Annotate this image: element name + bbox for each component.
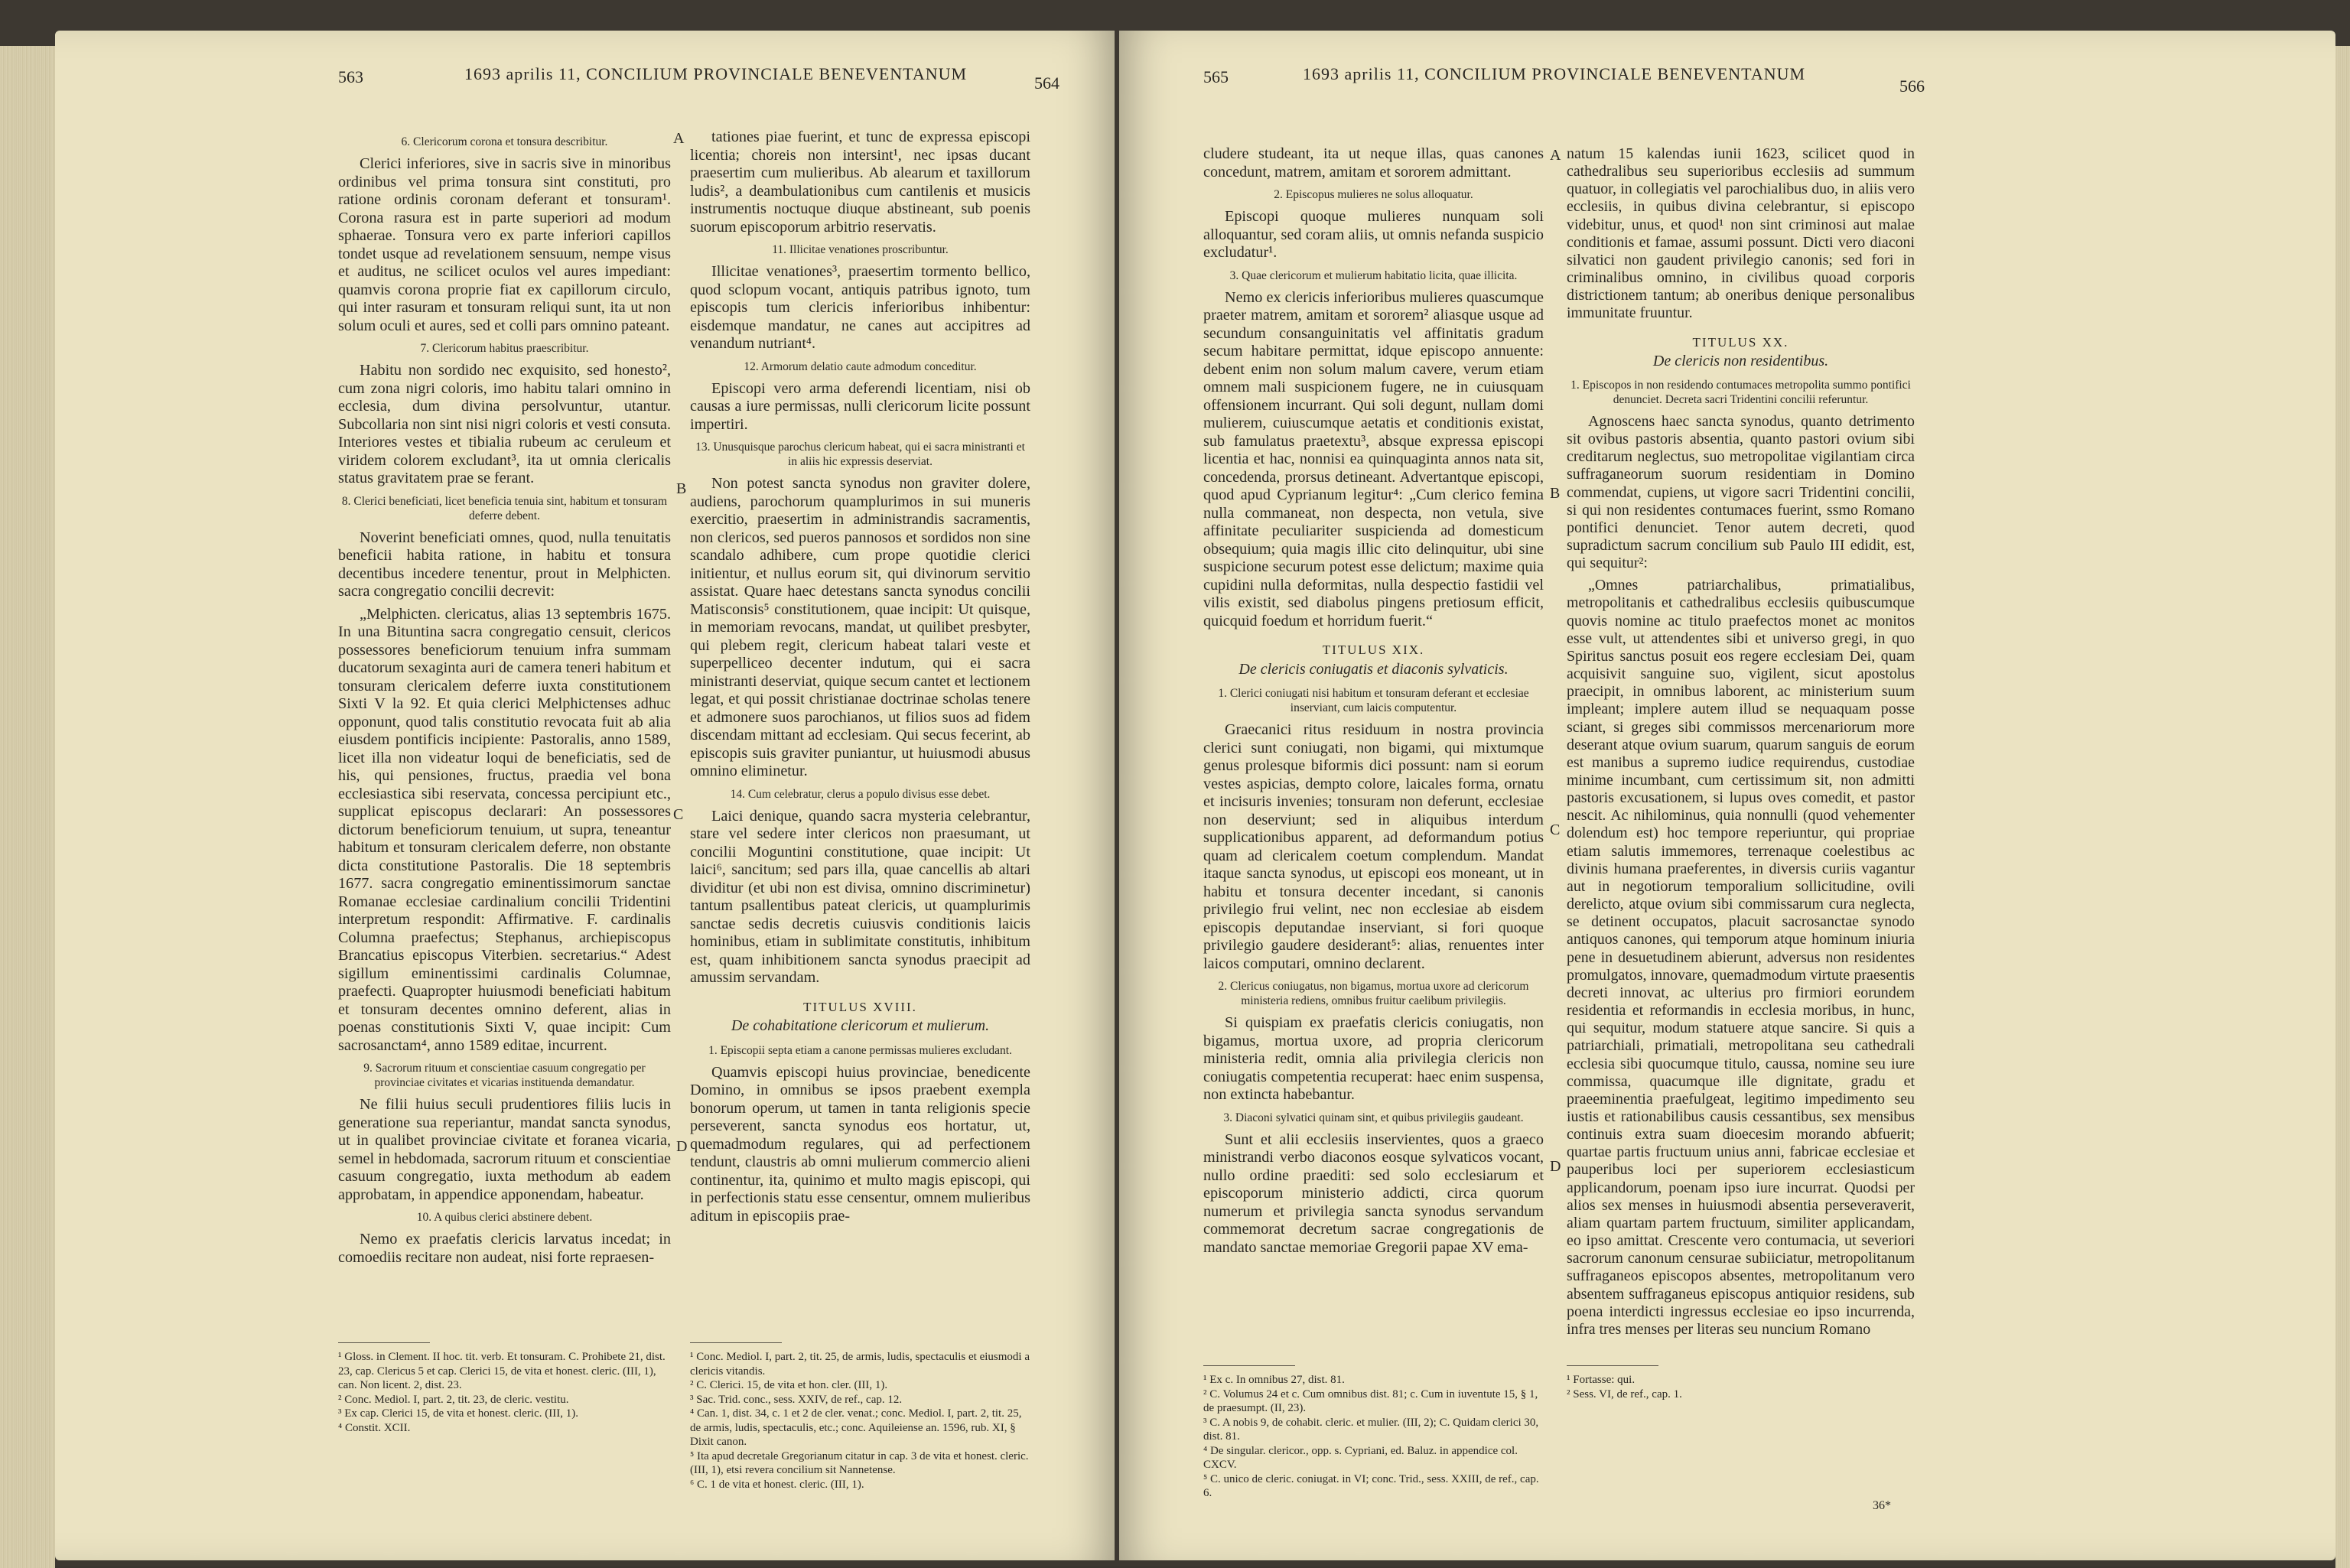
paragraph: Sunt et alii ecclesiis inservientes, quos a graeco ministrandi verbo diaconos eosque sylvaticos vocant, nullo ordine praediti: sed solo ecclesiarum et episcoporum ministerio addicti, circa quorum numerum et privilegia sancta synodus servandum commemorat decretum sacrae congregationis de mandato sanctae memoriae Gregorii papae XV ema- [1203,1130,1544,1256]
footnote-rule-left-1 [338,1342,430,1343]
title-heading: TITULUS XX. [1692,334,1789,350]
section-heading: 2. Episcopus mulieres ne solus alloquatur. [1274,188,1473,201]
page-number-566: 566 [1899,76,1925,96]
paragraph: Si quispiam ex praefatis clericis coniugatis, non bigamus, mortua uxore, ad propria clericorum ministeria redit, omnia alia privilegia clericis non coniugatis competentia recuperat: haec enim suspensa, non extincta habebantur. [1203,1014,1544,1103]
left-page-footnotes-1 [338,1350,671,1435]
paragraph: Quamvis episcopi huius provinciae, benedicente Domino, in omnibus se ipsos praebent exempla bonorum operum, ut tamen in tanta religionis specie perseverent, sancta synodus eos hortatur, ut, quemadmodum regulares, qui ad perfectionem tendunt, claustris ab omni mulierum commercio alieni continentur, ita, quinimo et multo magis episcopi, qui in perfectionis statu esse censentur, omnem mulieribus aditum in episcopiis prae- [690,1063,1030,1225]
footnote-rule-right-2 [1567,1365,1658,1366]
footnote: ¹ Gloss. in Clement. II hoc. tit. verb. Et tonsuram. C. Prohibete 21, dist. 23, cap. Clericus 5 et cap. Clerici 15, de vita et honest. cleric. (III, 1), can. Non licent. 2, dist. 23. [338,1351,666,1391]
section-heading: 1. Clerici coniugati nisi habitum et tonsuram deferant et ecclesiae inserviant, cum laicis computentur. [1218,687,1529,714]
paragraph: natum 15 kalendas iunii 1623, scilicet quod in cathedralibus seu superioribus ecclesiis ad summum quatuor, in collegiatis vel parochialibus duo, in aliis vero ecclesiis, in quibus divina celebrantur, si episcopo videbitur, unus, et quod¹ non sint criminosi aut malae conditionis et famae, assumi possunt. Dicti vero diaconi silvatici non gaudent privilegio canonis; sed fori in criminalibus omnino, in civilibus quoad corporis districtionem tantum; ab oneribus denique personalibus immunitate fruuntur. [1567,145,1915,322]
margin-marker-a: A [673,130,685,147]
paragraph: cludere studeant, ita ut neque illas, quas canones concedunt, matrem, amitam et sororem admittant. [1203,145,1544,181]
section-heading: 3. Quae clericorum et mulierum habitatio licita, quae illicita. [1229,268,1518,282]
title-subheading: De cohabitatione clericorum et mulierum. [731,1017,990,1034]
section-heading: 1. Episcopii septa etiam a canone permissas mulieres excludant. [708,1043,1012,1057]
footnote: ² C. Clerici. 15, de vita et hon. cler. (III, 1). [690,1379,888,1391]
left-page [55,31,1115,1560]
footnote: ⁶ C. 1 de vita et honest. cleric. (III, 1). [690,1478,864,1491]
section-heading: 3. Diaconi sylvatici quinam sint, et quibus privilegiis gaudeant. [1223,1111,1524,1124]
paragraph: Nemo ex clericis inferioribus mulieres quascumque praeter matrem, amitam et sororem² aliasque usque ad secundum consanguinitatis vel affinitatis gradum secum habitare permittat, idque episcopo annuente: debent enim non solum malum cavere, verum etiam omnem mali suspicionem fugere, ne in cuiusquam offensionem incurrant. Qui soli degunt, nullam domi mulierem, cuiuscumque aetatis et conditionis existat, sub famulatus praetextu³, absque expressa episcopi licentia et hac, nonnisi ea quinquaginta annos nata sit, concedenda, prorsus detineant. Advertantque episcopi, quod apud Cyprianum legitur⁴: „Cum clerico femina nulla commaneat, non despecta, non vetula, sive affinitate peculiariter suspicienda ad domesticum obsequium; quia magis illic cito delinquitur, ubi sine suspicione securum potest esse delictum; maxime quia cupidini nulla deformitas, nulla despectio fastidii vel vilis existit, sed diabolus pingens pretiosum efficit, quicquid foedum et horridum fuerit.“ [1203,288,1544,629]
footnote: ⁴ De singular. clericor., opp. s. Cypriani, ed. Baluz. in appendice col. CXCV. [1203,1444,1518,1471]
margin-marker-d: D [1550,1158,1561,1175]
page-edges-left [0,46,55,1568]
right-page-column-1 [1203,145,1544,1261]
footnote-rule-right-1 [1203,1365,1295,1366]
title-heading: TITULUS XVIII. [803,999,917,1014]
paragraph: Episcopi quoque mulieres nunquam soli alloquantur, sed coram aliis, ut omnis nefanda suspicio excludatur¹. [1203,208,1544,261]
footnote: ⁵ C. unico de cleric. coniugat. in VI; conc. Trid., sess. XXIII, de ref., cap. 6. [1203,1472,1539,1499]
section-heading: 12. Armorum delatio caute admodum conceditur. [744,359,977,373]
title-subheading: De clericis coniugatis et diaconis sylvaticis. [1238,660,1509,678]
footnote: ² Conc. Mediol. I, part. 2, tit. 23, de cleric. vestitu. [338,1393,569,1406]
paragraph: Laici denique, quando sacra mysteria celebrantur, stare vel sedere inter clericos non praesumant, ut concilii Moguntini constitutione, quae incipit: Ut laici⁶, sancitum; sed pars illa, quae cancellis ab altari dividitur (et ubi non est divisa, omnino discriminetur) tantum psallentibus pateat clericis, ut quamplurimis sanctae sedis decretis cuiusvis conditionis laicis hominibus, etiam in sublimitate constitutis, inhibitum est, quam inhibitionem sancta synodus praecipit ad amussim servandam. [690,807,1030,986]
right-page-column-2 [1567,145,1915,1343]
right-page [1119,31,2335,1560]
paragraph: „Omnes patriarchalibus, primatialibus, metropolitanis et cathedralibus ecclesiis quibuscumque quovis nomine ac titulo praefectos monet ac monitos esse vult, ut attendentes sibi et universo gregi, in quo Spiritus sanctus posuit eos regere ecclesiam Dei, quam acquisivit sanguine suo, vigilent, sicut apostolus praecipit, in omnibus laborent, ac ministerium suum impleant; implere autem illud se nequaquam posse sciant, si greges sibi commissos mercenariorum more deserant atque ovium suarum, quarum sanguis de eorum est manibus a supremo iudice requirendus, custodiae minime incumbant, cum certissimum sit, non admitti pastoris excusationem, si lupus oves comedit, et pastor nescit. Ac nihilominus, quia nonnulli (quod vehementer dolendum est) hoc tempore reperiuntur, qui propriae etiam salutis immemores, terrenaque coelestibus ac divinis humana praeferentes, in diversis curiis vagantur aut in negotiorum temporalium sollicitudine, ovili derelicto, atque ovium sibi commissarum cura neglecta, se detinent occupatos, placuit sacrosanctae synodo antiquos canones, qui temporum atque hominum iniuria pene in desuetudinem abierunt, adversus non residentes promulgatos, innovare, quemadmodum virtute praesentis decreti innovat, ac ulterius pro firmiori eorundem residentia et reformandis in ecclesia moribus, in hunc, qui sequitur, modum statuere atque sancire. Si quis a patriarchiali, primatiali, metropolitana seu cathedrali ecclesia sibi quocumque titulo, caussa, nomine seu iure commissa, quacumque ille dignitate, gradu et praeeminentia praefulgeat, legitimo impedimento seu iustis et rationabilibus causis cessantibus, sex mensibus continuis extra suam dioecesim morando abfuerit; quartae partis fructuum unius anni, fabricae ecclesiae et pauperibus loci per superiorem ecclesiasticum applicandorum, poenam ipso iure incurrat. Quodsi per alios sex menses in huiusmodi absentia perseveraverit, aliam quartam partem fructuum, similiter applicandam, eo ipso amittat. Crescente vero contumacia, ut severiori sacrorum canonum censurae subiiciatur, metropolitanum suffraganeos episcopos absentes, metropolitanum vero absentem suffraganeus episcopus antiquior residens, sub poena interdicti ingressus ecclesiae eo ipso incurrenda, infra tres menses per literas seu nuncium Romano [1567,577,1915,1338]
right-page-footnotes-1 [1203,1373,1544,1501]
paragraph: Non potest sancta synodus non graviter dolere, audiens, parochorum quamplurimos in sui muneris exercitio, praesertim in administrandis sacramentis, non clericos, sed pueros pannosos et sordidos non sine scandalo adhibere, cum prope quotidie clerici initientur, et nullus eorum sit, qui divinorum servitio assistat. Quare haec detestans sancta synodus concilii Matisconsis⁵ constitutionem, quae incipit: Ut quisque, in memoriam revocans, mandat, ut quilibet presbyter, qui plebem regit, clericum habeat talari veste et superpelliceo decenter indutum, qui ei sacra ministranti deserviat, quique secum cantet et lectionem legat, et qui possit christianae doctrinae scholas tenere et admonere suos parochianos, ut filios suos ad fidem discendam mittant ad ecclesiam. Qui secus fecerint, ab episcopis suis graviter puniantur, ut huiusmodi abusus omnino eliminetur. [690,475,1030,779]
footnote: ³ C. A nobis 9, de cohabit. cleric. et mulier. (III, 2); C. Quidam clerici 30, dist. 81. [1203,1416,1539,1443]
paragraph: Agnoscens haec sancta synodus, quanto detrimento sit ovibus pastoris absentia, quanto pastori ovium sibi creditarum neglectus, suo metropolitae vigilantiam circa suffraganeorum suorum residentiam in Domino commendat, cupiens, ut vigore sacri Tridentini concilii, si qui non residentes contumaces fuerint, ssmo Romano pontifici denunciet. Tenor autem decreti, quod supradictum sacrum concilium sub Paulo III edidit, est, qui sequitur²: [1567,412,1915,572]
left-page-column-2 [690,128,1030,1230]
footnote: ⁴ Constit. XCII. [338,1421,411,1434]
section-heading: 6. Clericorum corona et tonsura describitur. [401,135,608,148]
footnote: ³ Ex cap. Clerici 15, de vita et honest. cleric. (III, 1). [338,1407,578,1420]
paragraph: Nemo ex praefatis clericis larvatus incedat; in comoediis recitare non audeat, nisi forte repraesen- [338,1231,671,1266]
margin-marker-b: B [676,480,687,497]
section-heading: 10. A quibus clerici abstinere debent. [416,1211,593,1224]
margin-marker-c: C [1550,821,1561,838]
page-number-563: 563 [338,67,363,86]
paragraph: Graecanici ritus residuum in nostra provincia clerici sunt coniugati, non bigami, qui mixtumque genus prolesque biformis dici possunt: nam si eorum vestes aspicias, dempto colore, laicales forma, ornatu et incisuris invenies; tonsuram non deferunt, ecclesiae non deserviunt; sed in aliquibus interdum supplicationibus apparent, ad deformandum potius quam ad clericalem coetum complendum. Mandat itaque sancta synodus, ut episcopi eos moneant, ut in habitu et tonsura decenter incedant, si canonis privilegio frui velint, nec non ecclesiae ab eisdem episcopis deputandae inserviant, si fori quoque privilegio gaudere desiderant⁵: alias, renuentes inter laicos computari, omnino declarent. [1203,721,1544,972]
footnote: ³ Sac. Trid. conc., sess. XXIV, de ref., cap. 12. [690,1393,903,1406]
section-heading: 14. Cum celebratur, clerus a populo divisus esse debet. [730,787,991,801]
section-heading: 8. Clerici beneficiati, licet beneficia tenuia sint, habitum et tonsuram deferre debent. [341,494,668,522]
section-heading: 7. Clericorum habitus praescribitur. [420,342,589,355]
margin-marker-b: B [1550,485,1561,502]
section-heading: 2. Clericus coniugatus, non bigamus, mortua uxore ad clericorum ministeria rediens, omnibus fruitur caelibum privilegiis. [1218,980,1529,1007]
footnote: ⁴ Can. 1, dist. 34, c. 1 et 2 de cler. venat.; conc. Mediol. I, part. 2, tit. 25, de armis, ludis, spectaculis, etc.; conc. Aquileiense an. 1596, rub. XI, § Dixit canon. [690,1407,1022,1448]
paragraph: Clerici inferiores, sive in sacris sive in minoribus ordinibus vel prima tonsura sint constituti, pro ratione ordinis coronam deferant et tonsuram¹. Corona rasura est in parte superiori ad modum sphaerae. Tonsura vero ex parte inferiori capillos tondet usque ad revelationem sensuum, nempe visus et auditus, ne scilicet oculos vel aures impediant: quamvis corona proprie fiat ex capillorum circulo, qui inter rasuram et tonsuram reliqui sunt, ita ut non solum oculi et aures, sed et colli pars omnino pateant. [338,155,671,334]
title-subheading: De clericis non residentibus. [1652,352,1829,369]
paragraph: Illicitae venationes³, praesertim tormento bellico, quod sclopum vocant, antiquis patribus ignoto, tum episcopis tum clericis inferioribus inhibentur: eisdemque mandatur, ne canes aut accipitres ad venandum nutriant⁴. [690,263,1030,352]
paragraph: Noverint beneficiati omnes, quod, nulla tenuitatis beneficii habita ratione, in habitu et tonsura decentibus incedere tenentur, prout in Melphicten. sacra congregatio concilii decrevit: [338,529,671,600]
section-heading: 11. Illicitae venationes proscribuntur. [772,243,949,256]
running-header-right: 1693 aprilis 11, CONCILIUM PROVINCIALE BENEVENTANUM [1303,64,1806,83]
margin-marker-d: D [676,1138,688,1155]
paragraph: „Melphicten. clericatus, alias 13 septembris 1675. In una Bituntina sacra congregatio censuit, clericos possessores beneficiorum tenuium infra summam ducatorum sexaginta auri de camera teneri habitum et tonsuram clericalem deferre iuxta constitutionem Sixti V la 92. Et quia clerici Melphictenses adhuc opponunt, quod talis constitutio revocata fuit ab alia eiusdem pontificis incipiente: Pastoralis, anno 1589, licet illa non videatur loqui de beneficiatis, sed de his, qui pensiones, fructus, praedia vel bona ecclesiastica sibi reservata, concessa percipiunt etc., supplicat episcopus declarari: An possessores dictorum beneficiorum tenuium, ut supra, teneantur habitum et tonsuram clericalem deferre, non obstante dicta constitutione Pastoralis. Die 18 septembris 1677. sacra congregatio eminentissimorum sanctae Romanae ecclesiae cardinalium concilii Tridentini interpretum respondit: Affirmative. F. cardinalis Columna praefectus; Stephanus, archiepiscopus Brancatius episcopus Viterbien. secretarius.“ Adest sigillum eminentissimi cardinalis Columnae, praefecti. Quapropter huiusmodi beneficiati habitum et tonsuram decentes omnino deferent, alias in poenas constitutionis Sixti V, quae incipit: Cum sacrosanctam⁴, anno 1589 editae, incurrent. [338,605,671,1054]
footnote: ¹ Conc. Mediol. I, part. 2, tit. 25, de armis, ludis, spectaculis et eiusmodi a clericis vitandis. [690,1351,1030,1378]
left-page-footnotes-2 [690,1350,1030,1492]
margin-marker-c: C [673,806,684,823]
page-number-564: 564 [1034,73,1059,93]
section-heading: 13. Unusquisque parochus clericum habeat, qui ei sacra ministranti et in aliis hic expressis deserviat. [695,441,1025,468]
paragraph: Ne filii huius seculi prudentiores filiis lucis in generatione sua reperiantur, mandat sancta synodus, ut in qualibet provinciae civitate et foranea vicaria, semel in hebdomada, sacrorum rituum et conscientiae casuum congregatio, iuxta methodum ab eadem approbatam, in appendice apponendam, habeatur. [338,1096,671,1203]
footnote: ¹ Fortasse: qui. [1567,1374,1636,1386]
paragraph: Episcopi vero arma deferendi licentiam, nisi ob causas a iure permissas, nulli clericorum licite possunt impertiri. [690,379,1030,433]
title-heading: TITULUS XIX. [1322,642,1425,657]
running-header-left: 1693 aprilis 11, CONCILIUM PROVINCIALE BENEVENTANUM [464,64,968,83]
footnote: ² Sess. VI, de ref., cap. 1. [1567,1387,1682,1400]
signature-mark: 36* [1873,1499,1891,1512]
section-heading: 1. Episcopos in non residendo contumaces metropolita summo pontifici denunciet. Decreta sacri Tridentini concilii referuntur. [1570,378,1911,406]
footnote: ¹ Ex c. In omnibus 27, dist. 81. [1203,1374,1345,1386]
paragraph: tationes piae fuerint, et tunc de expressa episcopi licentia; choreis non intersint¹, nec ipsas ducant praesertim cum mulieribus. Ab alearum et taxillorum ludis², a deambulationibus cum cantilenis et musicis instrumentis noctuque diuque abstineant, sub poenis suorum episcoporum arbitrio reservatis. [690,128,1030,236]
footnote: ⁵ Ita apud decretale Gregorianum citatur in cap. 3 de vita et honest. cleric. (III, 1), etsi revera concilium sit Nannetense. [690,1449,1029,1476]
page-number-565: 565 [1203,67,1229,86]
paragraph: Habitu non sordido nec exquisito, sed honesto², cum zona nigri coloris, imo habitu talari omnino in ecclesia, dum divina persolvuntur, utantur. Subcollaria non sint nisi nigri coloris et vesti consuta. Interiores vestes et tibialia rubeum ac ceruleum et viridem colorem excludant³, ita ut omnia clericalis status gravitatem prae se ferant. [338,362,671,486]
right-page-footnotes-2 [1567,1373,1915,1401]
left-page-column-1 [338,128,671,1271]
section-heading: 9. Sacrorum rituum et conscientiae casuum congregatio per provinciae civitates et vicarias instituenda demandatur. [363,1062,646,1089]
footnote: ² C. Volumus 24 et c. Cum omnibus dist. 81; c. Cum in iuventute 15, § 1, de praesumpt. (II, 23). [1203,1387,1538,1414]
footnote-rule-left-2 [690,1342,782,1343]
margin-marker-a: A [1550,147,1561,164]
page-edges-right [2335,46,2350,1568]
